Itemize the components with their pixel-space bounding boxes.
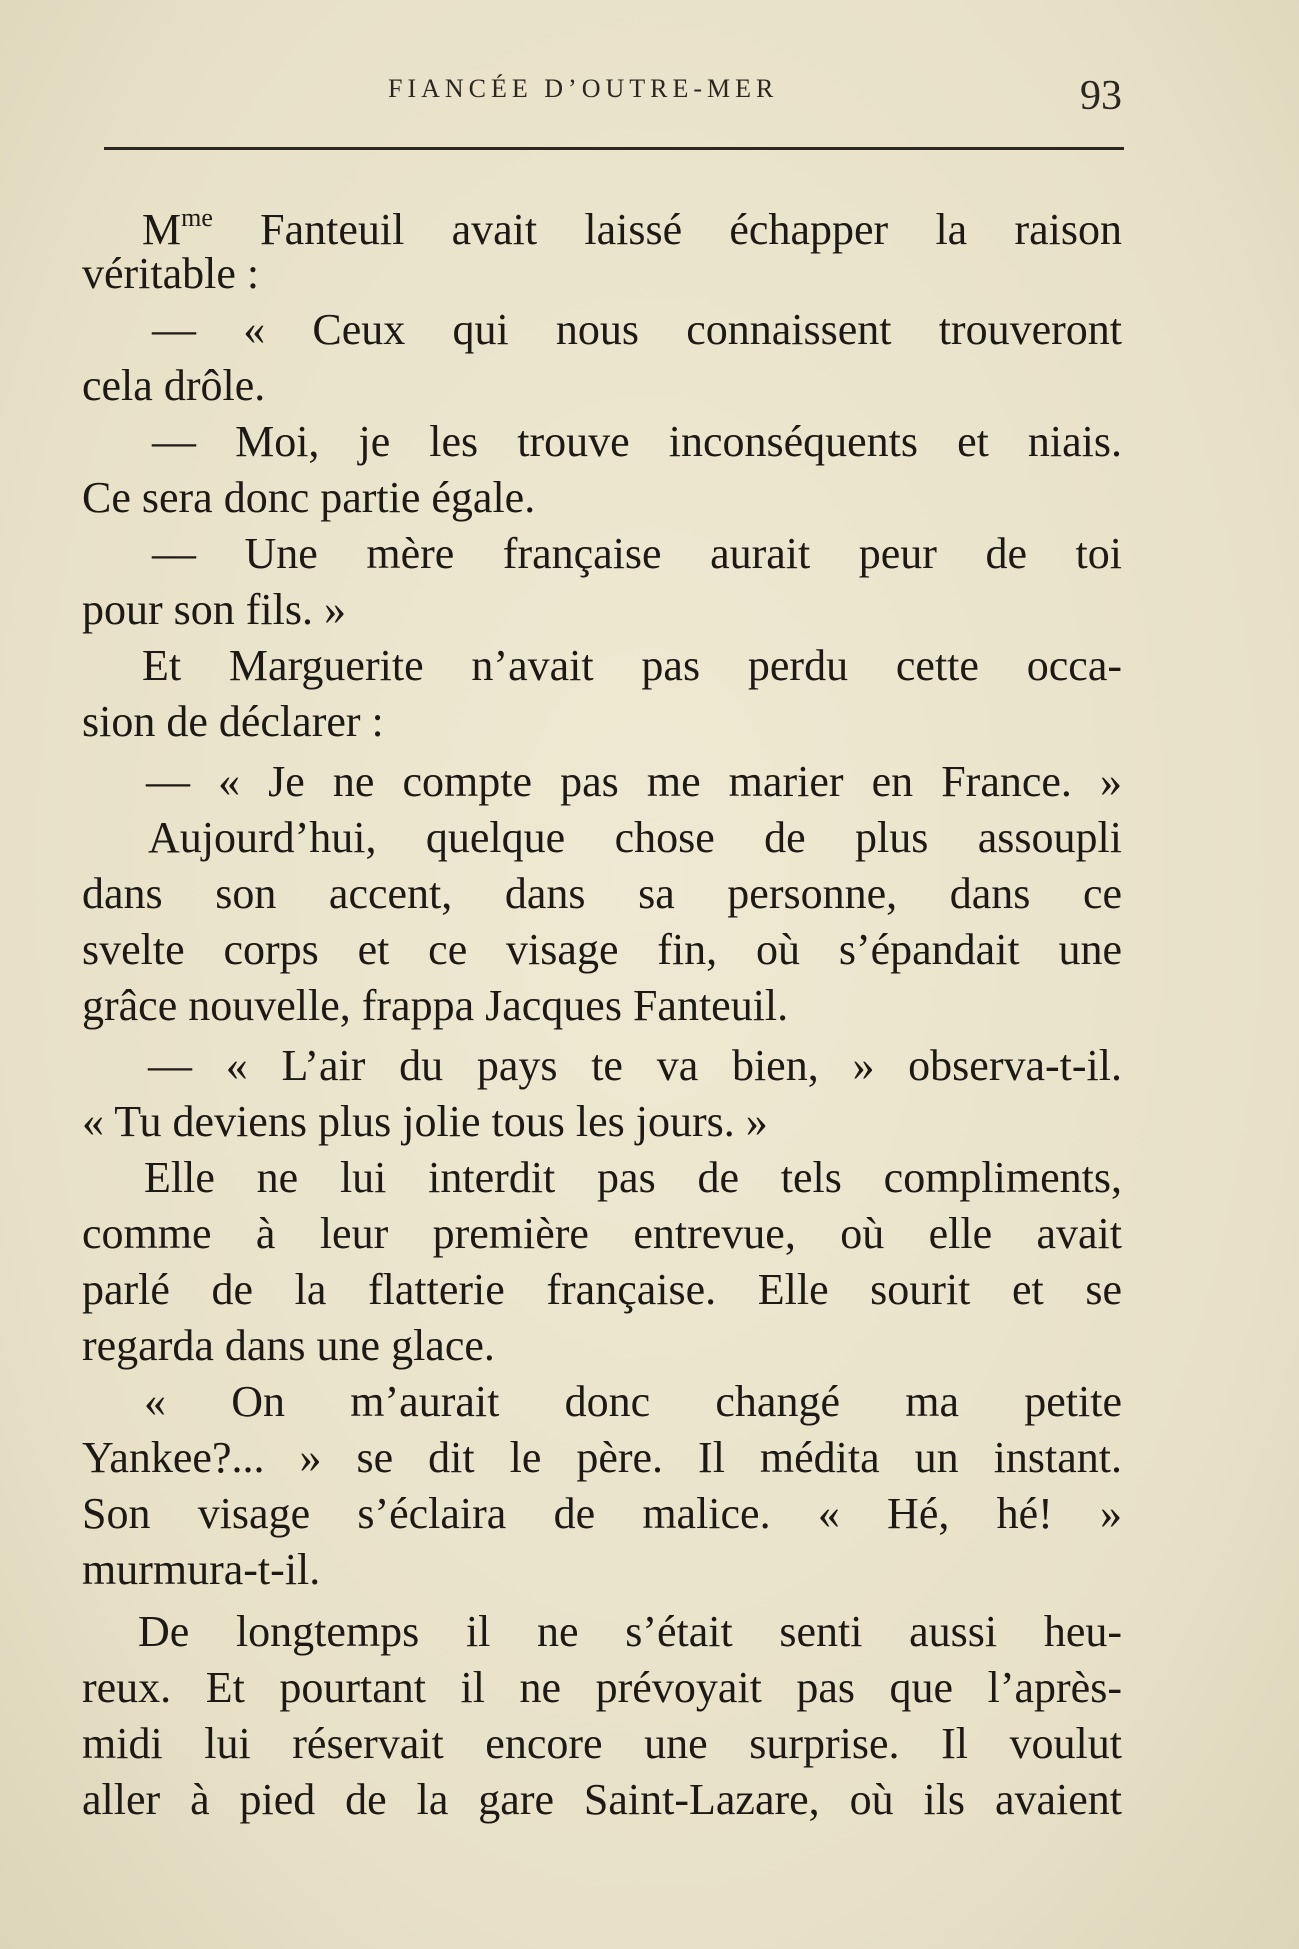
text-line: regarda dans une glace. — [82, 1321, 495, 1370]
running-title: FIANCÉE D’OUTRE-MER — [388, 74, 779, 103]
text-line: Son visage s’éclaira de malice. « Hé, hé! » — [82, 1489, 1122, 1538]
header-rule — [104, 147, 1124, 150]
text-line: Aujourd’hui, quelque chose de plus assoupli — [148, 813, 1122, 862]
text-line: — Moi, je les trouve inconséquents et niais. — [152, 417, 1122, 466]
text-line: « Tu deviens plus jolie tous les jours. » — [82, 1097, 768, 1146]
text-line: dans son accent, dans sa personne, dans ce — [82, 869, 1122, 918]
text-line: reux. Et pourtant il ne prévoyait pas que l’après- — [82, 1663, 1122, 1712]
text-line: Elle ne lui interdit pas de tels compliments, — [144, 1153, 1122, 1202]
text-line: comme à leur première entrevue, où elle avait — [82, 1209, 1122, 1258]
text-line: sion de déclarer : — [82, 697, 384, 746]
text-line: — Une mère française aurait peur de toi — [152, 529, 1122, 578]
text-line: — « Ceux qui nous connaissent trouveront — [152, 305, 1122, 354]
text-line: Yankee?... » se dit le père. Il médita un instant. — [82, 1433, 1122, 1482]
text-line: svelte corps et ce visage fin, où s’épandait une — [82, 925, 1122, 974]
text-line: cela drôle. — [82, 361, 266, 410]
text-line: Ce sera donc partie égale. — [82, 473, 536, 522]
line-text: Fanteuil avait laissé échapper la raison — [212, 205, 1122, 254]
text-line: — « Je ne compte pas me marier en France. » — [146, 757, 1122, 806]
text-line: midi lui réservait encore une surprise. Il voulut — [82, 1719, 1122, 1768]
text-line: aller à pied de la gare Saint-Lazare, où ils avaient — [82, 1775, 1122, 1824]
text-line: Et Marguerite n’avait pas perdu cette occa- — [142, 641, 1122, 690]
page-number: 93 — [1080, 73, 1122, 119]
text-line: — « L’air du pays te va bien, » observa-t-il. — [148, 1041, 1122, 1090]
text-line: De longtemps il ne s’était senti aussi heu- — [138, 1607, 1122, 1656]
text-line: véritable : — [82, 249, 260, 298]
text-line: murmura-t-il. — [82, 1545, 321, 1594]
text-line: « On m’aurait donc changé ma petite — [144, 1377, 1122, 1426]
abbreviation-superscript: me — [181, 203, 213, 232]
text-line: parlé de la flatterie française. Elle sourit et se — [82, 1265, 1122, 1314]
text-line: pour son fils. » — [82, 585, 346, 634]
abbreviation-letter: M — [142, 205, 182, 254]
text-line: grâce nouvelle, frappa Jacques Fanteuil. — [82, 981, 789, 1030]
